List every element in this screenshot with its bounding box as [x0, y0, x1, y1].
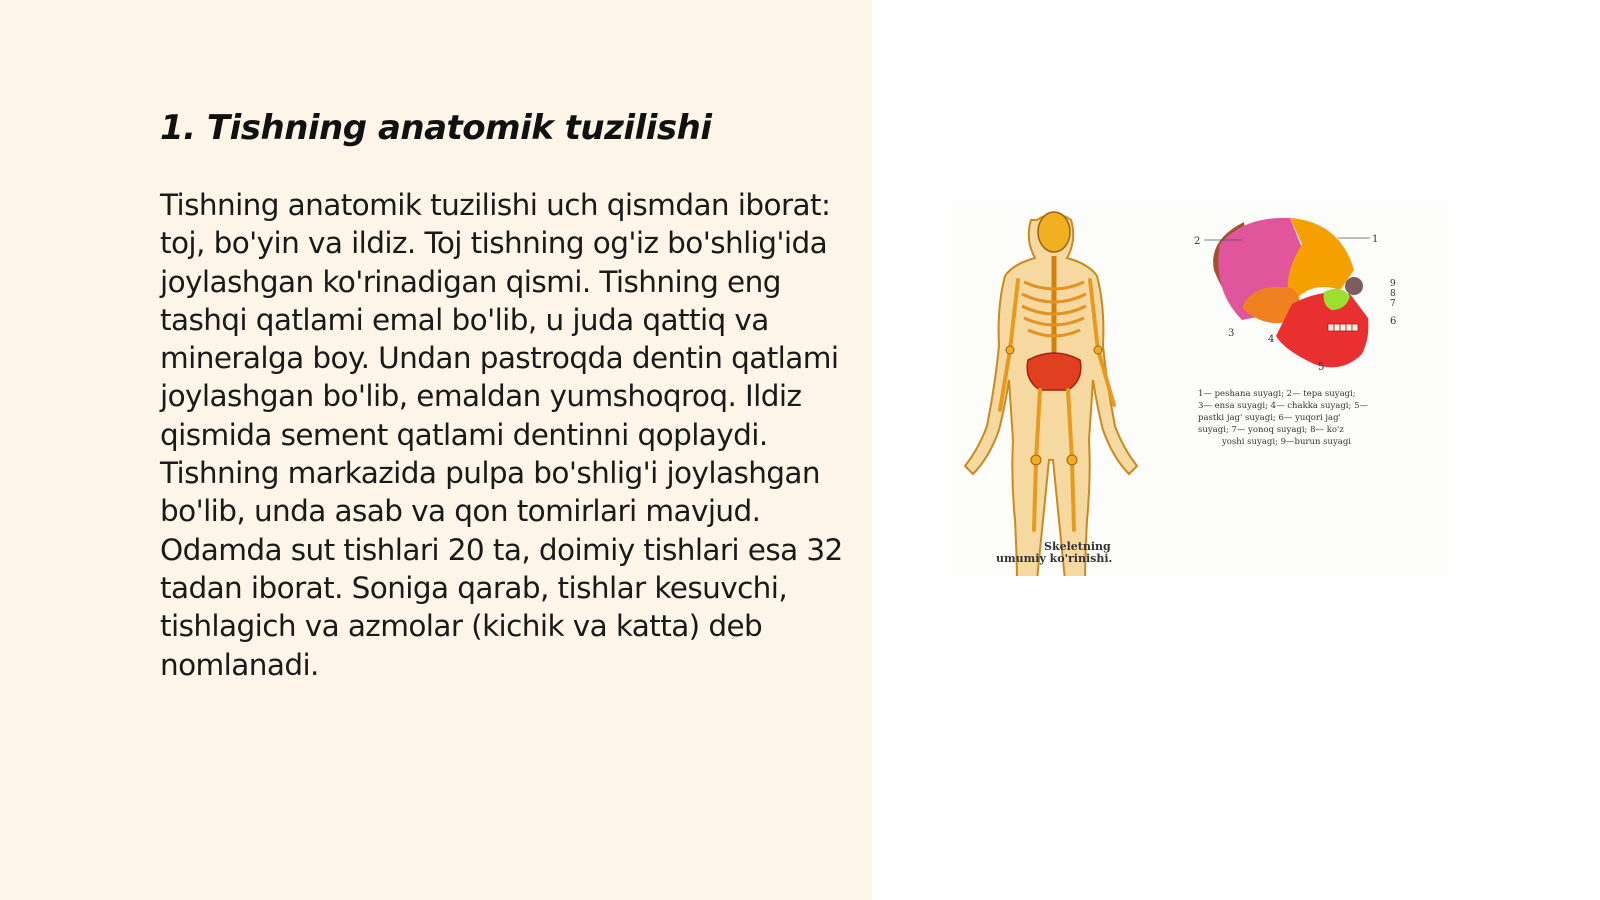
skull-number-9: 9: [1390, 279, 1396, 289]
slide-body-text: Tishning anatomik tuzilishi uch qismdan iborat: toj, bo'yin va ildiz. Toj tishning og'iz bo'shlig'ida joylashgan ko'rinadigan qismi. Tishning eng tashqi qatlami emal bo'lib, u juda qattiq va mineralga boy. Undan pastroqda dentin qatlami joylashgan bo'lib, emaldan yumshoqroq. Ildiz qismida sement qatlami dentinni qoplaydi. Tishning markazida pulpa bo'shlig'i joylashgan bo'lib, unda asab va qon tomirlari mavjud. Odamda sut tishlari 20 ta, doimiy tishlari esa 32 tadan iborat. Soniga qarab, tishlar kesuvchi, tishlagich va azmolar (kichik va katta) deb nomlanadi.: [160, 188, 843, 682]
skull-caption-line2: 3— ensa suyagi; 4— chakka suyagi; 5—: [1198, 401, 1368, 411]
skull-number-6: 6: [1390, 316, 1397, 327]
anatomy-figure-image: [952, 200, 1448, 576]
skull-caption-line5: yoshi suyagi; 9—burun suyagi: [1222, 437, 1352, 447]
skull-illustration: [1194, 218, 1396, 447]
skull-number-4: 4: [1268, 334, 1275, 345]
skeleton-caption-line2: umumiy ko'rinishi.: [996, 552, 1113, 565]
slide-title: 1. Tishning anatomik tuzilishi: [160, 108, 712, 148]
skull-number-8: 8: [1390, 289, 1396, 299]
skull-caption-line3: pastki jag' suyagi; 6— yuqori jag': [1198, 413, 1341, 423]
skull-number-3: 3: [1228, 328, 1235, 339]
skull-caption-line4: suyagi; 7— yonoq suyagi; 8— ko'z: [1198, 425, 1344, 435]
skeleton-illustration: [965, 212, 1137, 576]
anatomy-figure-svg: [952, 200, 1448, 576]
skull-number-7: 7: [1390, 299, 1396, 309]
skull-number-2: 2: [1194, 236, 1201, 247]
skull-caption-line1: 1— peshana suyagi; 2— tepa suyagi;: [1198, 389, 1356, 399]
skeleton-caption-line1: Skeletning: [1044, 540, 1111, 553]
skull-number-1: 1: [1372, 234, 1379, 245]
skull-number-5: 5: [1318, 362, 1325, 373]
